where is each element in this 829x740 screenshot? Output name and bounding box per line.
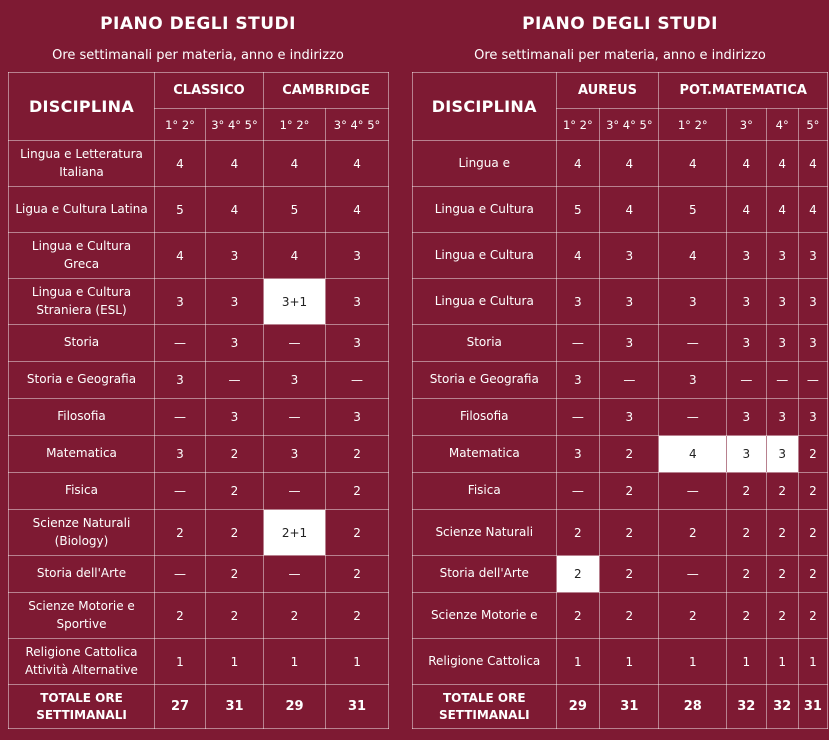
- right-subject-label: Religione Cattolica: [413, 639, 557, 685]
- left-hours-cell: 1: [155, 639, 206, 685]
- left-hours-cell: 4: [264, 141, 326, 187]
- right-hours-cell: —: [659, 556, 727, 593]
- right-hours-cell: —: [659, 473, 727, 510]
- left-subject-label: Lingua e Cultura Straniera (ESL): [9, 279, 155, 325]
- left-total-value: 31: [206, 685, 264, 729]
- right-hours-cell: 3: [798, 399, 827, 436]
- left-subject-row: [9, 233, 389, 279]
- right-hours-cell: 4: [659, 141, 727, 187]
- left-subject-label: Storia dell'Arte: [9, 556, 155, 593]
- right-hours-cell: 2: [659, 593, 727, 639]
- right-hours-cell: 2: [556, 593, 600, 639]
- left-subject-row: [9, 362, 389, 399]
- right-study-table: [412, 72, 828, 729]
- right-total-value: 32: [727, 685, 767, 729]
- right-hours-cell: —: [556, 325, 600, 362]
- right-subject-label: Matematica: [413, 436, 557, 473]
- left-hours-cell: 4: [326, 141, 389, 187]
- right-hours-cell: 4: [556, 141, 600, 187]
- left-subject-label: Lingua e Letteratura Italiana: [9, 141, 155, 187]
- left-hours-cell: 3: [206, 233, 264, 279]
- right-hours-cell: 4: [798, 187, 827, 233]
- right-hours-cell: 3: [556, 279, 600, 325]
- left-subject-label: Scienze Naturali (Biology): [9, 510, 155, 556]
- right-subject-row: [413, 593, 828, 639]
- right-subtitle: Ore settimanali per materia, anno e indirizzo: [474, 48, 766, 63]
- right-hours-cell: 2: [556, 556, 600, 593]
- right-hours-cell: 3: [600, 279, 659, 325]
- left-subject-row: [9, 593, 389, 639]
- left-hours-cell: 4: [264, 233, 326, 279]
- left-hours-cell: 2: [326, 436, 389, 473]
- right-hours-cell: 4: [659, 436, 727, 473]
- right-hours-cell: 4: [727, 187, 767, 233]
- left-total-value: 27: [155, 685, 206, 729]
- left-study-plan-panel: [8, 0, 388, 729]
- left-hours-cell: 2: [326, 473, 389, 510]
- right-subject-label: Lingua e: [413, 141, 557, 187]
- right-hours-cell: 1: [727, 639, 767, 685]
- left-subheader: 3° 4° 5°: [326, 109, 389, 141]
- right-hours-cell: 2: [798, 473, 827, 510]
- left-hours-cell: 3: [326, 233, 389, 279]
- right-hours-cell: —: [798, 362, 827, 399]
- right-hours-cell: 4: [766, 141, 798, 187]
- right-total-row: [413, 685, 828, 729]
- left-subject-row: [9, 639, 389, 685]
- right-hours-cell: 4: [600, 141, 659, 187]
- left-total-value: 29: [264, 685, 326, 729]
- right-hours-cell: 3: [727, 436, 767, 473]
- left-subject-label: Religione Cattolica Attività Alternative: [9, 639, 155, 685]
- right-hours-cell: 1: [659, 639, 727, 685]
- right-hours-cell: 2: [600, 436, 659, 473]
- left-hours-cell: —: [155, 556, 206, 593]
- right-subject-row: [413, 362, 828, 399]
- right-hours-cell: 2: [727, 556, 767, 593]
- left-hours-cell: —: [264, 325, 326, 362]
- right-subject-label: Filosofia: [413, 399, 557, 436]
- left-hours-cell: 4: [155, 233, 206, 279]
- right-hours-cell: 2: [600, 473, 659, 510]
- right-hours-cell: 2: [600, 556, 659, 593]
- right-hours-cell: 3: [556, 362, 600, 399]
- right-hours-cell: 2: [600, 593, 659, 639]
- right-subject-row: [413, 399, 828, 436]
- right-group-aureus: AUREUS: [556, 73, 659, 109]
- right-hours-cell: 3: [798, 279, 827, 325]
- right-hours-cell: 2: [766, 473, 798, 510]
- right-hours-cell: 2: [798, 436, 827, 473]
- right-hours-cell: 3: [766, 279, 798, 325]
- left-subheader: 1° 2°: [155, 109, 206, 141]
- right-subheader: 5°: [798, 109, 827, 141]
- left-hours-cell: —: [155, 473, 206, 510]
- right-hours-cell: 4: [727, 141, 767, 187]
- left-hours-cell: 2: [155, 593, 206, 639]
- left-hours-cell: 4: [155, 141, 206, 187]
- left-hours-cell: 3: [155, 362, 206, 399]
- left-hours-cell: —: [155, 399, 206, 436]
- left-discipline-header: DISCIPLINA: [9, 73, 155, 141]
- right-subject-label: Scienze Naturali: [413, 510, 557, 556]
- left-subject-row: [9, 279, 389, 325]
- right-hours-cell: 3: [727, 399, 767, 436]
- left-subtitle: Ore settimanali per materia, anno e indirizzo: [52, 48, 344, 63]
- right-hours-cell: 3: [600, 233, 659, 279]
- right-hours-cell: —: [766, 362, 798, 399]
- right-hours-cell: 2: [659, 510, 727, 556]
- right-hours-cell: 2: [727, 473, 767, 510]
- right-subject-row: [413, 473, 828, 510]
- right-hours-cell: 1: [556, 639, 600, 685]
- left-hours-cell: 2: [155, 510, 206, 556]
- left-group-classico: CLASSICO: [155, 73, 264, 109]
- left-subject-label: Storia e Geografia: [9, 362, 155, 399]
- left-hours-cell: 4: [206, 141, 264, 187]
- right-group-pot-matematica: POT.MATEMATICA: [659, 73, 828, 109]
- left-hours-cell: 2: [264, 593, 326, 639]
- left-hours-cell: 3: [326, 399, 389, 436]
- right-hours-cell: 3: [766, 399, 798, 436]
- right-hours-cell: 3: [600, 325, 659, 362]
- right-hours-cell: —: [659, 399, 727, 436]
- right-subject-label: Storia: [413, 325, 557, 362]
- left-hours-cell: 2: [326, 593, 389, 639]
- right-hours-cell: 2: [766, 556, 798, 593]
- left-hours-cell: —: [326, 362, 389, 399]
- left-hours-cell: 3: [206, 279, 264, 325]
- left-hours-cell: 4: [206, 187, 264, 233]
- left-subject-label: Matematica: [9, 436, 155, 473]
- left-hours-cell: —: [264, 399, 326, 436]
- right-hours-cell: 2: [798, 593, 827, 639]
- left-hours-cell: 2: [326, 510, 389, 556]
- left-hours-cell: —: [264, 473, 326, 510]
- left-hours-cell: 3: [326, 279, 389, 325]
- left-subject-row: [9, 473, 389, 510]
- left-subject-row: [9, 325, 389, 362]
- right-hours-cell: 3: [556, 436, 600, 473]
- right-hours-cell: 2: [798, 510, 827, 556]
- right-hours-cell: 3: [727, 233, 767, 279]
- right-total-value: 29: [556, 685, 600, 729]
- right-hours-cell: —: [727, 362, 767, 399]
- right-hours-cell: 1: [766, 639, 798, 685]
- right-hours-cell: 3: [766, 436, 798, 473]
- right-hours-cell: 4: [766, 187, 798, 233]
- left-hours-cell: —: [206, 362, 264, 399]
- right-hours-cell: —: [556, 473, 600, 510]
- left-hours-cell: 3: [206, 325, 264, 362]
- left-total-row: [9, 685, 389, 729]
- left-hours-cell: 1: [326, 639, 389, 685]
- right-subject-label: Scienze Motorie e: [413, 593, 557, 639]
- left-hours-cell: 3+1: [264, 279, 326, 325]
- right-total-value: 28: [659, 685, 727, 729]
- left-hours-cell: 2+1: [264, 510, 326, 556]
- right-hours-cell: 4: [556, 233, 600, 279]
- right-hours-cell: —: [556, 399, 600, 436]
- right-subject-row: [413, 187, 828, 233]
- right-total-value: 31: [798, 685, 827, 729]
- left-subject-label: Ligua e Cultura Latina: [9, 187, 155, 233]
- left-subject-label: Storia: [9, 325, 155, 362]
- right-subject-row: [413, 141, 828, 187]
- left-hours-cell: 1: [264, 639, 326, 685]
- left-subject-row: [9, 187, 389, 233]
- right-subheader: 1° 2°: [659, 109, 727, 141]
- right-subheader: 3°: [727, 109, 767, 141]
- left-subheader: 3° 4° 5°: [206, 109, 264, 141]
- right-subject-label: Fisica: [413, 473, 557, 510]
- right-hours-cell: 5: [659, 187, 727, 233]
- left-hours-cell: 2: [206, 593, 264, 639]
- right-hours-cell: 3: [766, 325, 798, 362]
- right-subject-label: Lingua e Cultura: [413, 279, 557, 325]
- right-subject-label: Storia e Geografia: [413, 362, 557, 399]
- right-total-label: TOTALE ORE SETTIMANALI: [413, 685, 557, 729]
- right-hours-cell: 3: [727, 325, 767, 362]
- left-total-label: TOTALE ORE SETTIMANALI: [9, 685, 155, 729]
- left-subject-row: [9, 141, 389, 187]
- left-title: PIANO DEGLI STUDI: [100, 14, 296, 34]
- right-title: PIANO DEGLI STUDI: [522, 14, 718, 34]
- right-hours-cell: 4: [659, 233, 727, 279]
- left-hours-cell: 1: [206, 639, 264, 685]
- left-hours-cell: 5: [264, 187, 326, 233]
- left-subject-label: Lingua e Cultura Greca: [9, 233, 155, 279]
- right-hours-cell: 2: [600, 510, 659, 556]
- right-subject-row: [413, 325, 828, 362]
- right-hours-cell: 2: [798, 556, 827, 593]
- left-subject-label: Filosofia: [9, 399, 155, 436]
- right-hours-cell: 3: [727, 279, 767, 325]
- left-total-value: 31: [326, 685, 389, 729]
- left-hours-cell: 2: [326, 556, 389, 593]
- left-hours-cell: 3: [264, 436, 326, 473]
- right-hours-cell: 3: [798, 233, 827, 279]
- right-hours-cell: 3: [659, 362, 727, 399]
- right-hours-cell: —: [600, 362, 659, 399]
- right-study-plan-panel: [412, 0, 828, 729]
- left-hours-cell: 3: [206, 399, 264, 436]
- left-study-table: [8, 72, 389, 729]
- right-hours-cell: 4: [600, 187, 659, 233]
- left-hours-cell: 5: [155, 187, 206, 233]
- right-hours-cell: 2: [556, 510, 600, 556]
- right-subject-row: [413, 233, 828, 279]
- right-hours-cell: 2: [727, 510, 767, 556]
- right-subject-row: [413, 556, 828, 593]
- right-hours-cell: 1: [798, 639, 827, 685]
- right-hours-cell: 5: [556, 187, 600, 233]
- left-hours-cell: 4: [326, 187, 389, 233]
- right-hours-cell: 2: [766, 593, 798, 639]
- left-subject-row: [9, 436, 389, 473]
- left-hours-cell: 2: [206, 436, 264, 473]
- left-subject-row: [9, 556, 389, 593]
- left-subject-label: Scienze Motorie e Sportive: [9, 593, 155, 639]
- left-subheader: 1° 2°: [264, 109, 326, 141]
- left-hours-cell: 2: [206, 510, 264, 556]
- left-hours-cell: 2: [206, 556, 264, 593]
- right-hours-cell: 3: [766, 233, 798, 279]
- left-group-cambridge: CAMBRIDGE: [264, 73, 389, 109]
- right-hours-cell: 1: [600, 639, 659, 685]
- left-hours-cell: 2: [206, 473, 264, 510]
- right-hours-cell: 4: [798, 141, 827, 187]
- left-hours-cell: —: [155, 325, 206, 362]
- right-hours-cell: 2: [766, 510, 798, 556]
- left-hours-cell: 3: [155, 436, 206, 473]
- left-hours-cell: 3: [264, 362, 326, 399]
- right-total-value: 31: [600, 685, 659, 729]
- right-subject-row: [413, 639, 828, 685]
- left-hours-cell: 3: [155, 279, 206, 325]
- right-total-value: 32: [766, 685, 798, 729]
- right-subheader: 4°: [766, 109, 798, 141]
- right-hours-cell: 3: [798, 325, 827, 362]
- right-subject-row: [413, 510, 828, 556]
- right-hours-cell: 3: [600, 399, 659, 436]
- right-hours-cell: 3: [659, 279, 727, 325]
- left-hours-cell: 3: [326, 325, 389, 362]
- right-subject-row: [413, 279, 828, 325]
- right-subject-label: Storia dell'Arte: [413, 556, 557, 593]
- right-discipline-header: DISCIPLINA: [413, 73, 557, 141]
- left-subject-row: [9, 510, 389, 556]
- right-subheader: 1° 2°: [556, 109, 600, 141]
- left-hours-cell: —: [264, 556, 326, 593]
- left-group-header-row: [9, 73, 389, 109]
- right-subject-label: Lingua e Cultura: [413, 187, 557, 233]
- right-subject-label: Lingua e Cultura: [413, 233, 557, 279]
- right-subheader: 3° 4° 5°: [600, 109, 659, 141]
- right-hours-cell: —: [659, 325, 727, 362]
- right-subject-row: [413, 436, 828, 473]
- right-hours-cell: 2: [727, 593, 767, 639]
- left-subject-row: [9, 399, 389, 436]
- left-subject-label: Fisica: [9, 473, 155, 510]
- right-group-header-row: [413, 73, 828, 109]
